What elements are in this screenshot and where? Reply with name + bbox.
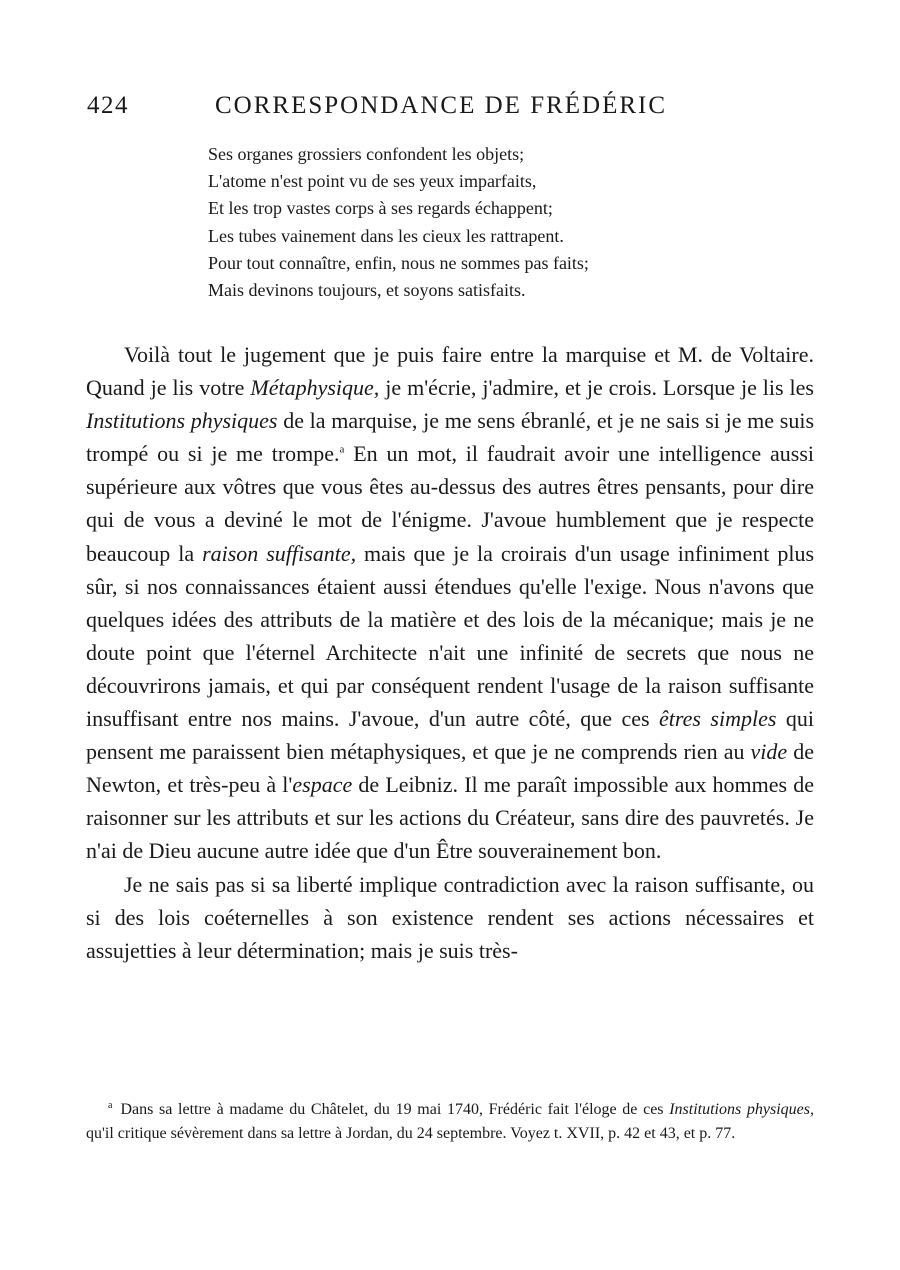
footnote-text: Dans sa lettre à madame du Châtelet, du 19 mai 1740, Frédéric fait l'éloge de ces	[120, 1101, 670, 1118]
page-number: 424	[87, 92, 129, 119]
footnote	[86, 1098, 814, 1145]
text-run: je m'écrie, j'admire, et je crois. Lorsque je lis les	[379, 375, 814, 401]
italic-title-institutions: Institutions physiques	[86, 408, 278, 434]
italic-term-raison-suffisante: raison suffisante,	[202, 540, 357, 566]
poem-line: Mais devinons toujours, et soyons satisfaits.	[208, 280, 526, 301]
running-title: CORRESPONDANCE DE FRÉDÉRIC	[215, 92, 668, 119]
text-run: Voilà tout le jugement que je puis faire entre la marquise et M. de Voltaire. Quand je lis votre	[86, 342, 814, 401]
running-head	[87, 92, 827, 132]
footnote-label: a	[108, 1099, 113, 1111]
italic-term-espace: espace	[292, 772, 353, 798]
footnote-marker: a	[339, 443, 345, 456]
text-run: de Leibniz. Il me paraît impossible aux hommes de raisonner sur les attributs et sur les actions du Créateur, sans dire des pauvretés. Je n'ai de Dieu aucune autre idée que d'un Être souverainement bon.	[86, 772, 814, 864]
footnote-text: qu'il critique sévèrement dans sa lettre à Jordan, du 24 septembre. Voyez t. XVII, p. 42 et 43, et p. 77.	[86, 1124, 736, 1142]
text-run: de Newton, et très-peu à l'	[86, 739, 814, 798]
paragraph-1	[86, 338, 814, 868]
body-text	[86, 338, 814, 967]
italic-term-vide: vide	[750, 739, 788, 765]
paragraph-2: Je ne sais pas si sa liberté implique contradiction avec la raison suffisante, ou si des lois coéternelles à son existence rendent ses actions nécessaires et assujetties à leur détermination; mais je suis très-	[86, 871, 814, 963]
italic-term-etres-simples: êtres simples	[659, 706, 777, 732]
italic-title-metaphysique: Métaphysique,	[250, 375, 380, 401]
poem-line: Pour tout connaître, enfin, nous ne sommes pas faits;	[208, 252, 589, 273]
text-run: En un mot, il faudrait avoir une intelligence aussi supérieure aux vôtres que vous êtes au-dessus des autres êtres pensants, pour dire qui de vous a deviné le mot de l'énigme. J'avoue humblement que je respecte beaucoup la	[86, 441, 814, 566]
poem-line: Ses organes grossiers confondent les objets;	[208, 144, 525, 164]
text-run: qui pensent me paraissent bien métaphysiques, et que je ne comprends rien au	[86, 706, 814, 765]
text-run: de la marquise, je me sens ébranlé, et je ne sais si je me suis trompé ou si je me trompe.	[86, 408, 815, 467]
footnote-italic-title: Institutions physiques,	[669, 1101, 815, 1118]
poem-line: Et les trop vastes corps à ses regards échappent;	[208, 198, 553, 219]
poem-line: Les tubes vainement dans les cieux les rattrapent.	[208, 225, 564, 246]
text-run: mais que je la croirais d'un usage infiniment plus sûr, si nos connaissances étaient aussi étendues qu'elle l'exige. Nous n'avons que quelques idées des attributs de la matière et des lois de la mécanique; mais je ne doute point que l'éternel Architecte n'ait une infinité de secrets que nous ne découvrirons jamais, et qui par conséquent rendent l'usage de la raison suffisante insuffisant entre nos mains. J'avoue, d'un autre côté, que ces	[86, 540, 815, 732]
poem-line: L'atome n'est point vu de ses yeux imparfaits,	[208, 171, 537, 192]
poem-quotation	[208, 141, 768, 304]
